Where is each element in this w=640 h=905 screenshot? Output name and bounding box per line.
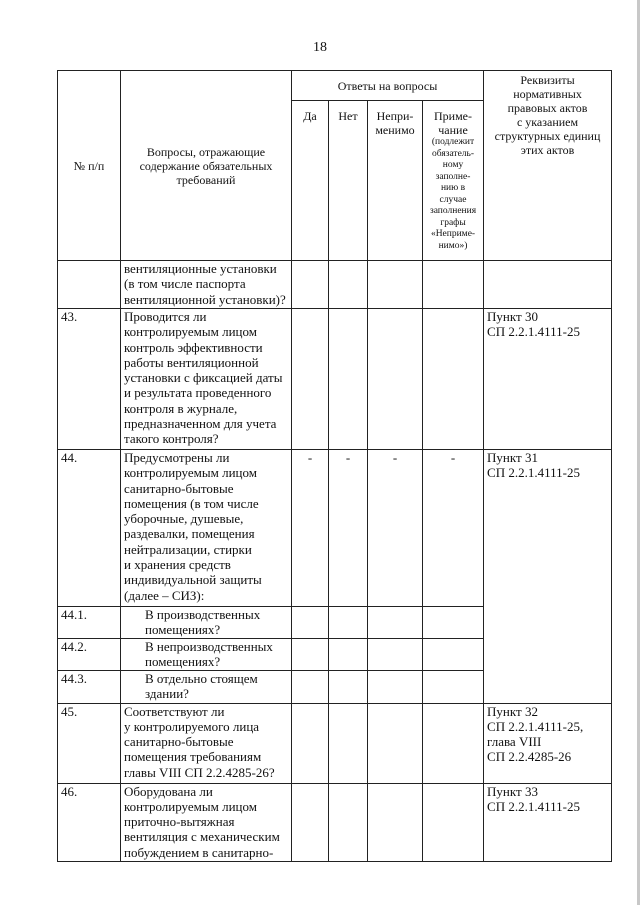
row-number: 44.: [58, 450, 121, 607]
row-question: Оборудована ли контролируемым лицом приточно-вытяжная вентиляция с механическим побуждением в санитарно-: [121, 783, 292, 861]
answer-no-cell[interactable]: -: [329, 450, 368, 607]
answer-note-cell[interactable]: [423, 607, 484, 639]
answer-na-cell[interactable]: [368, 670, 423, 703]
table-row: [58, 703, 612, 783]
header-note-title: Приме- чание: [434, 109, 473, 137]
answer-no-cell[interactable]: [329, 309, 368, 450]
answer-na-cell[interactable]: -: [368, 450, 423, 607]
header-yes: Да: [292, 101, 329, 261]
header-note: [423, 101, 484, 261]
answer-yes-cell[interactable]: [292, 607, 329, 639]
row-number: 46.: [58, 783, 121, 861]
answer-yes-cell[interactable]: [292, 638, 329, 670]
row-question: Предусмотрены ли контролируемым лицом санитарно-бытовые помещения (в том числе уборочные, душевые, раздевалки, помещения нейтрализации, стирки и хранения средств индивидуальной защиты (далее – СИЗ):: [121, 450, 292, 607]
row-number: 44.3.: [58, 670, 121, 703]
answer-no-cell[interactable]: [329, 261, 368, 309]
header-row: [58, 71, 612, 101]
table-row: [58, 309, 612, 450]
row-reference: [484, 261, 612, 309]
answer-note-cell[interactable]: [423, 638, 484, 670]
row-reference: Пункт 31 СП 2.2.1.4111-25: [484, 450, 612, 704]
answer-yes-cell[interactable]: -: [292, 450, 329, 607]
row-question: Соответствуют ли у контролируемого лица санитарно-бытовые помещения требованиям главы VIII СП 2.2.4285-26?: [121, 703, 292, 783]
row-number: 44.1.: [58, 607, 121, 639]
answer-na-cell[interactable]: [368, 638, 423, 670]
header-num: № п/п: [58, 71, 121, 261]
answer-no-cell[interactable]: [329, 638, 368, 670]
header-note-sub: (подлежит обязатель- ному заполне- нию в случае заполнения графы «Неприме- нимо»): [429, 137, 477, 251]
row-question: В непроизводственных помещениях?: [121, 638, 292, 670]
answer-yes-cell[interactable]: [292, 261, 329, 309]
answer-note-cell[interactable]: [423, 703, 484, 783]
row-question: В производственных помещениях?: [121, 607, 292, 639]
row-question: В отдельно стоящем здании?: [121, 670, 292, 703]
header-no: Нет: [329, 101, 368, 261]
answer-note-cell[interactable]: [423, 670, 484, 703]
answer-na-cell[interactable]: [368, 703, 423, 783]
header-question: Вопросы, отражающие содержание обязательных требований: [121, 71, 292, 261]
table-row: [58, 783, 612, 861]
row-number: 44.2.: [58, 638, 121, 670]
answer-na-cell[interactable]: [368, 783, 423, 861]
row-number: [58, 261, 121, 309]
answer-no-cell[interactable]: [329, 607, 368, 639]
answer-note-cell[interactable]: [423, 783, 484, 861]
answer-note-cell[interactable]: [423, 309, 484, 450]
header-requisites: Реквизиты нормативных правовых актов с указанием структурных единиц этих актов: [484, 71, 612, 261]
answer-no-cell[interactable]: [329, 703, 368, 783]
answer-yes-cell[interactable]: [292, 670, 329, 703]
row-reference: Пункт 32 СП 2.2.1.4111-25, глава VIII СП 2.2.4285-26: [484, 703, 612, 783]
answer-na-cell[interactable]: [368, 309, 423, 450]
answer-no-cell[interactable]: [329, 783, 368, 861]
row-number: 43.: [58, 309, 121, 450]
row-question: вентиляционные установки (в том числе паспорта вентиляционной установки)?: [121, 261, 292, 309]
answer-no-cell[interactable]: [329, 670, 368, 703]
table-row: [58, 450, 612, 607]
answer-yes-cell[interactable]: [292, 703, 329, 783]
row-reference: Пункт 30 СП 2.2.1.4111-25: [484, 309, 612, 450]
answer-yes-cell[interactable]: [292, 783, 329, 861]
checklist-table: [57, 70, 612, 862]
table-row: [58, 261, 612, 309]
answer-yes-cell[interactable]: [292, 309, 329, 450]
header-na: Непри- менимо: [368, 101, 423, 261]
answer-note-cell[interactable]: [423, 261, 484, 309]
answer-note-cell[interactable]: -: [423, 450, 484, 607]
page-number: 18: [313, 40, 327, 55]
row-number: 45.: [58, 703, 121, 783]
answer-na-cell[interactable]: [368, 261, 423, 309]
answer-na-cell[interactable]: [368, 607, 423, 639]
row-reference: Пункт 33 СП 2.2.1.4111-25: [484, 783, 612, 861]
header-answers: Ответы на вопросы: [292, 71, 484, 101]
row-question: Проводится ли контролируемым лицом контроль эффективности работы вентиляционной установки с фиксацией даты и результата проведенного контроля в журнале, предназначенном для учета такого контроля?: [121, 309, 292, 450]
